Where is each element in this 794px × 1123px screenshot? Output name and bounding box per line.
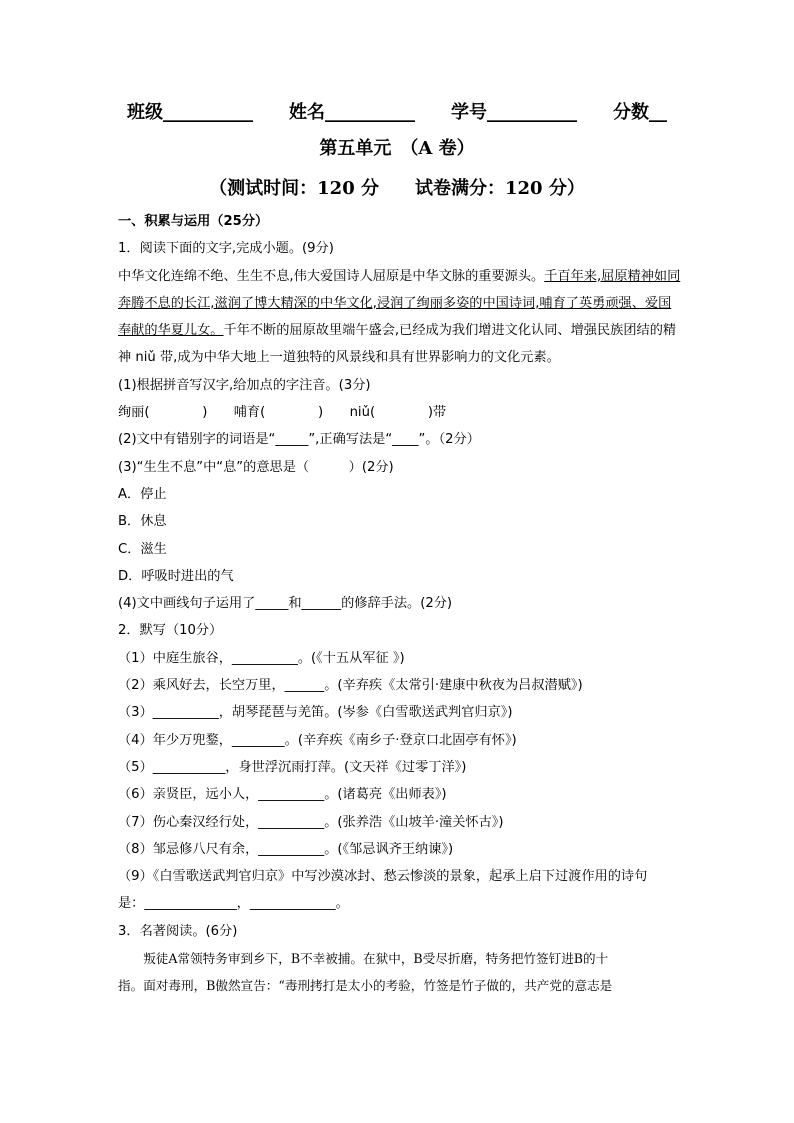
dictation-item: （4）年少万兜鍪，________。(辛弃疾《南乡子·登京口北固亭有怀》): [118, 732, 517, 748]
question-1-3: (3)“生生不息”中“息”的意思是（ ）(2分): [118, 459, 394, 475]
question-1-1: (1)根据拼音写汉字,给加点的字注音。(3分): [118, 377, 371, 393]
exam-content: [118, 208, 683, 1000]
option-a: A．停止: [118, 486, 167, 502]
dictation-item: （1）中庭生旅谷，__________。(《十五从军征 》): [118, 650, 405, 666]
dictation-item: （5）___________，身世浮沉雨打萍。(文天祥《过零丁洋》): [118, 759, 467, 775]
question-2-stem: 2．默写（10分）: [118, 623, 223, 639]
section-heading: 一、积累与运用（25分）: [118, 214, 269, 229]
question-1-4: (4)文中画线句子运用了_____和______的修辞手法。(2分): [118, 596, 453, 612]
dictation-item: （8）邹忌修八尺有余，__________。(《邹忌讽齐王纳谏》): [118, 841, 454, 857]
student-info-line: 班级__________ 姓名__________ 学号__________ 分数__: [127, 102, 667, 123]
question-1-1-blanks: 绚丽( ) 哺育( ) niǔ( )带: [118, 405, 447, 421]
passage-underlined-sentence: 千百年来,屈原精神如同奔腾不息的长江,滋润了博大精深的中华文化,浸润了绚丽多姿的中国诗词,哺育了英勇顽强、爱国奉献的华夏儿女。: [118, 268, 681, 339]
question-1-passage: [118, 263, 683, 372]
passage-text-b: 千年不断的屈原故里端午盛会,已经成为我们增进文化认同、增强民族团结的精神 niǔ 带,成为中华大地上一道独特的风景线和具有世界影响力的文化元素。: [118, 323, 677, 366]
test-info: （测试时间：120 分 试卷满分：120 分）: [209, 178, 585, 199]
question-1-stem: 1．阅读下面的文字,完成小题。(9分): [118, 241, 334, 257]
dictation-item: （2）乘风好去，长空万里，______。(辛弃疾《太常引·建康中秋夜为吕叔潜赋》): [118, 678, 583, 694]
option-b: B．休息: [118, 514, 167, 530]
dictation-item-9-line1: （9）《白雪歌送武判官归京》中写沙漠冰封、愁云惨淡的景象，起承上启下过渡作用的诗句: [118, 869, 648, 885]
question-1-2: (2)文中有错别字的词语是“_____”,正确写法是“____”。（2分）: [118, 432, 480, 448]
option-d: D．呼吸时进出的气: [118, 568, 234, 584]
option-c: C．滋生: [118, 541, 167, 557]
dictation-item: （3）__________，胡琴琵琶与羌笛。(岑参《白雪歌送武判官归京》): [118, 705, 513, 721]
dictation-item-9-line2: 是：______________，_____________。: [118, 896, 349, 912]
novel-excerpt-line: 指。面对毒刑，B傲然宣告：“毒刑拷打是太小的考验，竹签是竹子做的，共产党的意志是: [118, 978, 613, 994]
dictation-item: （7）伤心秦汉经行处，__________。(张养浩《山坡羊·潼关怀古》): [118, 814, 504, 830]
unit-title: 第五单元 （A 卷）: [319, 138, 475, 159]
question-3-stem: 3．名著阅读。(6分): [118, 923, 238, 939]
novel-excerpt-line: 叛徒A常领特务审到乡下，B不幸被捕。在狱中，B受尽折磨，特务把竹签钉进B的十: [118, 951, 609, 967]
passage-text-a: 中华文化连绵不绝、生生不息,伟大爱国诗人屈原是中华文脉的重要源头。: [118, 268, 545, 284]
dictation-item: （6）亲贤臣，远小人，__________。(诸葛亮《出师表》): [118, 787, 447, 803]
